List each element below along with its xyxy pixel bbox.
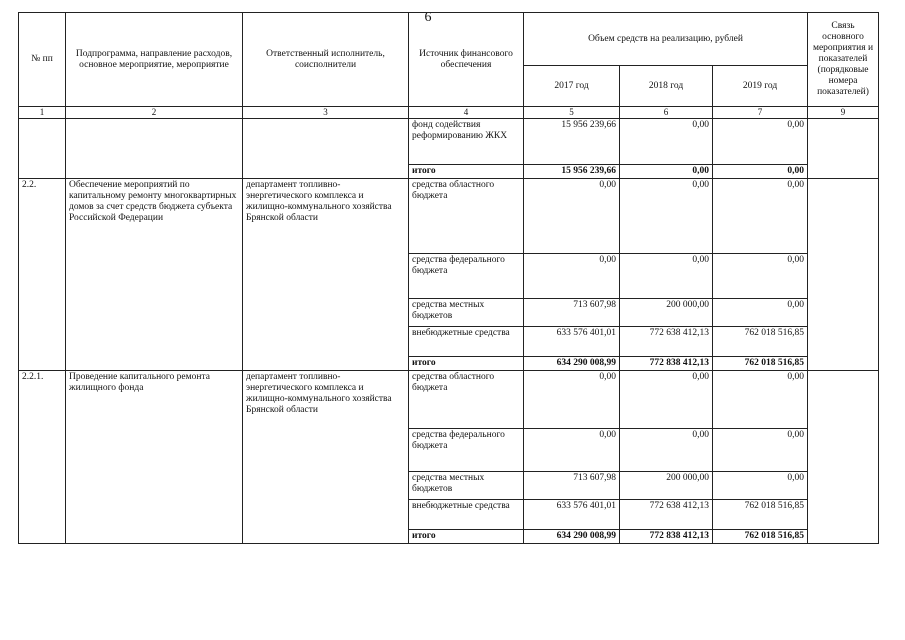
total-2017: 634 290 008,99 [524, 357, 620, 371]
page-number: 6 [424, 10, 432, 25]
value-2017: 0,00 [524, 179, 620, 254]
col-number: 9 [808, 107, 879, 119]
col-number: 4 [409, 107, 524, 119]
value-2017: 713 607,98 [524, 472, 620, 500]
value-2017: 0,00 [524, 371, 620, 429]
link-cell [808, 119, 879, 179]
value-2018: 0,00 [620, 429, 713, 472]
total-2018: 772 838 412,13 [620, 530, 713, 544]
total-2019: 0,00 [713, 165, 808, 179]
value-2019: 762 018 516,85 [713, 500, 808, 530]
source-cell: внебюджетные средства [409, 327, 524, 357]
total-2018: 0,00 [620, 165, 713, 179]
header-link: Связь основного мероприятия и показателей (порядковые номера показателей) [808, 13, 879, 107]
total-2019: 762 018 516,85 [713, 357, 808, 371]
col-number: 2 [66, 107, 243, 119]
value-2018: 0,00 [620, 119, 713, 165]
section-executor: департамент топливно-энергетического комплекса и жилищно-коммунального хозяйства Брянской области [243, 179, 409, 371]
col-number: 7 [713, 107, 808, 119]
total-2017: 15 956 239,66 [524, 165, 620, 179]
section-no: 2.2. [19, 179, 66, 371]
value-2017: 0,00 [524, 429, 620, 472]
value-2019: 0,00 [713, 299, 808, 327]
source-cell: средства федерального бюджета [409, 429, 524, 472]
value-2018: 200 000,00 [620, 472, 713, 500]
total-label: итого [409, 357, 524, 371]
value-2018: 200 000,00 [620, 299, 713, 327]
value-2018: 0,00 [620, 254, 713, 299]
header-year-2017: 2017 год [524, 66, 620, 107]
source-cell: средства областного бюджета [409, 371, 524, 429]
section-name: Проведение капитального ремонта жилищного фонда [66, 371, 243, 544]
value-2019: 0,00 [713, 179, 808, 254]
value-2019: 0,00 [713, 119, 808, 165]
value-2019: 0,00 [713, 472, 808, 500]
value-2018: 0,00 [620, 371, 713, 429]
section-executor: департамент топливно-энергетического комплекса и жилищно-коммунального хозяйства Брянской области [243, 371, 409, 544]
value-2018: 772 638 412,13 [620, 500, 713, 530]
col-number: 3 [243, 107, 409, 119]
total-label: итого [409, 165, 524, 179]
link-cell [808, 179, 879, 371]
header-no: № пп [19, 13, 66, 107]
source-cell: средства местных бюджетов [409, 299, 524, 327]
value-2017: 633 576 401,01 [524, 327, 620, 357]
section-name: Обеспечение мероприятий по капитальному ремонту многоквартирных домов за счет средств бюджета субъекта Российской Федерации [66, 179, 243, 371]
source-cell: фонд содействия реформированию ЖКХ [409, 119, 524, 165]
value-2019: 0,00 [713, 429, 808, 472]
col-number: 1 [19, 107, 66, 119]
col-number: 6 [620, 107, 713, 119]
value-2017: 15 956 239,66 [524, 119, 620, 165]
value-2019: 0,00 [713, 254, 808, 299]
cont-program-cell [66, 119, 243, 179]
total-2018: 772 838 412,13 [620, 357, 713, 371]
header-source: Источник финансового обеспечения [409, 13, 524, 107]
value-2018: 0,00 [620, 179, 713, 254]
total-2019: 762 018 516,85 [713, 530, 808, 544]
value-2017: 633 576 401,01 [524, 500, 620, 530]
header-year-2019: 2019 год [713, 66, 808, 107]
col-number: 5 [524, 107, 620, 119]
header-program: Подпрограмма, направление расходов, основное мероприятие, мероприятие [66, 13, 243, 107]
value-2019: 762 018 516,85 [713, 327, 808, 357]
cont-no-cell [19, 119, 66, 179]
source-cell: средства федерального бюджета [409, 254, 524, 299]
source-cell: внебюджетные средства [409, 500, 524, 530]
header-volume: Объем средств на реализацию, рублей [524, 13, 808, 66]
value-2018: 772 638 412,13 [620, 327, 713, 357]
value-2017: 0,00 [524, 254, 620, 299]
budget-table [18, 12, 879, 544]
source-cell: средства местных бюджетов [409, 472, 524, 500]
header-executor: Ответственный исполнитель, соисполнители [243, 13, 409, 107]
total-2017: 634 290 008,99 [524, 530, 620, 544]
value-2019: 0,00 [713, 371, 808, 429]
total-label: итого [409, 530, 524, 544]
value-2017: 713 607,98 [524, 299, 620, 327]
source-cell: средства областного бюджета [409, 179, 524, 254]
cont-executor-cell [243, 119, 409, 179]
header-year-2018: 2018 год [620, 66, 713, 107]
link-cell [808, 371, 879, 544]
section-no: 2.2.1. [19, 371, 66, 544]
